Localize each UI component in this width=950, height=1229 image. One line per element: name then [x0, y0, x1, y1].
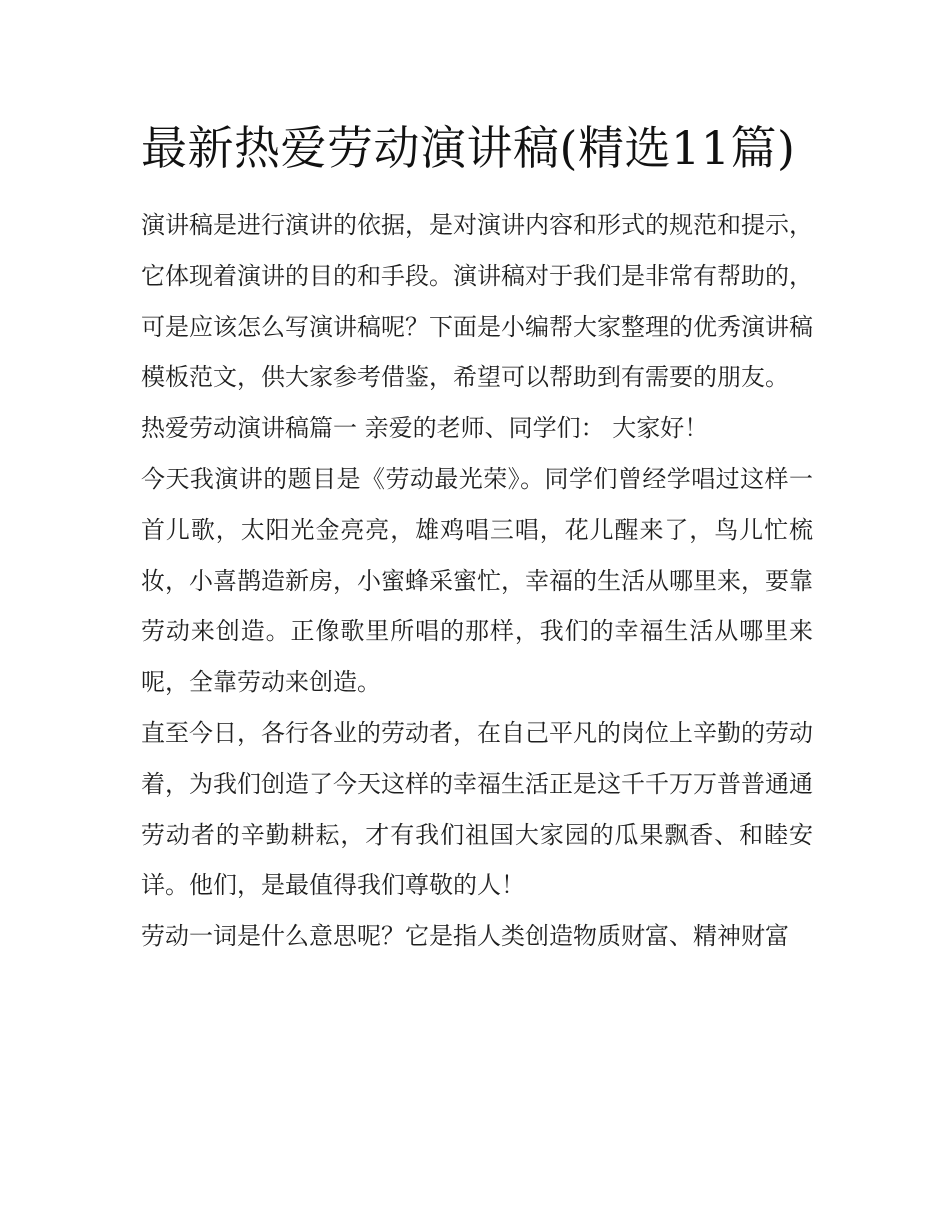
paragraph-intro: 演讲稿是进行演讲的依据，是对演讲内容和形式的规范和提示，它体现着演讲的目的和手段。演讲稿对于我们是非常有帮助的，可是应该怎么写演讲稿呢？下面是小编帮大家整理的优秀演讲稿模板范文，供大家参考借鉴，希望可以帮助到有需要的朋友。: [141, 211, 813, 392]
paragraph-greeting: 热爱劳动演讲稿篇一 亲爱的老师、同学们： 大家好！: [141, 414, 709, 443]
document-page: [141, 112, 813, 962]
page-title: 最新热爱劳动演讲稿(精选11篇): [141, 121, 796, 175]
paragraph-definition: 劳动一词是什么意思呢？它是指人类创造物质财富、精神财富: [141, 922, 789, 951]
document-body: [141, 200, 813, 962]
paragraph-workers: 直至今日，各行各业的劳动者，在自己平凡的岗位上辛勤的劳动着，为我们创造了今天这样的幸福生活正是这千千万万普普通通劳动者的辛勤耕耘，才有我们祖国大家园的瓜果飘香、和睦安详。他们，是最值得我们尊敬的人！: [141, 718, 813, 900]
paragraph-topic: 今天我演讲的题目是《劳动最光荣》。同学们曾经学唱过这样一首儿歌，太阳光金亮亮，雄鸡唱三唱，花儿醒来了，鸟儿忙梳妆，小喜鹊造新房，小蜜蜂采蜜忙，幸福的生活从哪里来，要靠劳动来创造。正像歌里所唱的那样，我们的幸福生活从哪里来呢，全靠劳动来创造。: [141, 464, 813, 697]
